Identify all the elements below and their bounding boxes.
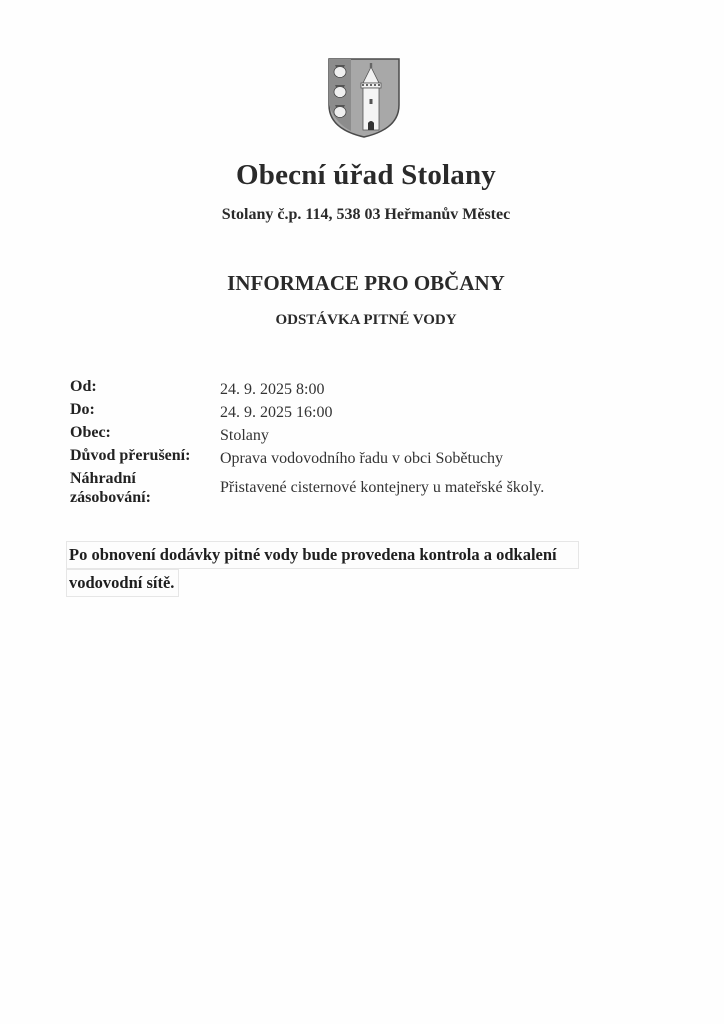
detail-value: 24. 9. 2025 16:00 <box>220 404 333 421</box>
document-heading: INFORMACE PRO OBČANY <box>227 271 505 295</box>
document-subheading: ODSTÁVKA PITNÉ VODY <box>275 312 457 328</box>
detail-label-line: Náhradní <box>70 470 136 487</box>
office-title: Obecní úřad Stolany <box>235 159 496 191</box>
detail-value: Stolany <box>220 427 269 444</box>
detail-label-line: zásobování: <box>70 489 151 506</box>
detail-value: Oprava vodovodního řadu v obci Sobětuchy <box>220 450 504 467</box>
coat-of-arms-icon <box>327 57 401 139</box>
detail-label: Do: <box>70 401 95 418</box>
detail-label: Obec: <box>70 424 111 441</box>
detail-label: Od: <box>70 378 97 395</box>
follow-up-note <box>66 541 579 597</box>
office-address: Stolany č.p. 114, 538 03 Heřmanův Městec <box>221 206 511 223</box>
note-line: vodovodní sítě. <box>66 569 179 597</box>
detail-value: Přistavené cisternové kontejnery u mateřské školy. <box>220 479 545 496</box>
detail-label <box>70 469 215 507</box>
detail-label: Důvod přerušení: <box>70 447 191 464</box>
detail-value: 24. 9. 2025 8:00 <box>220 381 325 398</box>
note-line: Po obnovení dodávky pitné vody bude provedena kontrola a odkalení <box>66 541 579 569</box>
